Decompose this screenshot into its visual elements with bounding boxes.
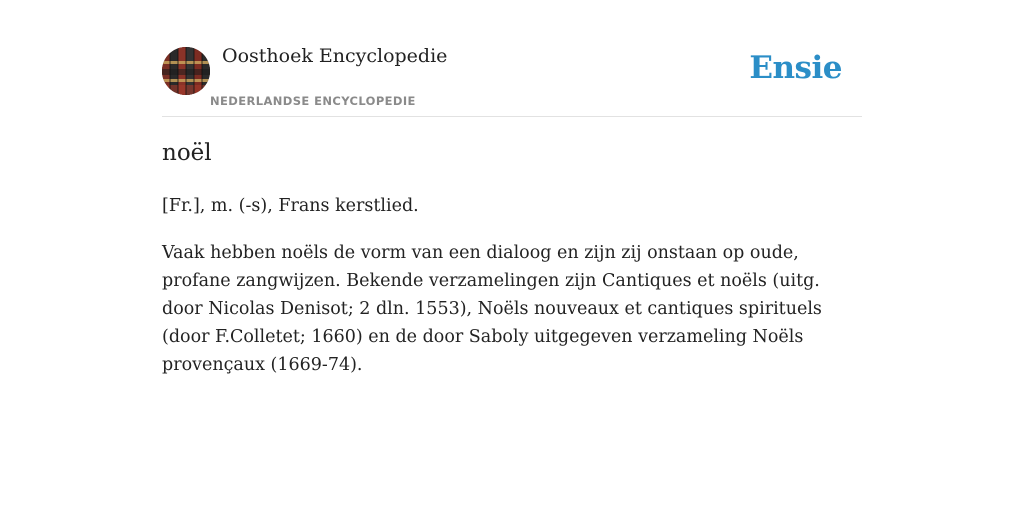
page-container (162, 0, 862, 375)
site-header (162, 0, 862, 117)
site-title-link[interactable]: Oosthoek Encyclopedie (222, 45, 448, 67)
ensie-logo-link[interactable]: Ensie (749, 50, 842, 86)
article-title: noël (162, 140, 212, 166)
article-paragraph-definition: [Fr.], m. (-s), Frans kerstlied. (162, 196, 419, 216)
article-paragraph-body: Vaak hebben noëls de vorm van een dialoog en zijn zij onstaan op oude, profane zangwijzen. Bekende verzamelingen zijn Cantiques et noëls (uitg. door Nicolas Denisot; 2 dln. 1553), Noëls nouveaux et cantiques spirituels (door F.Colletet; 1660) en de door Saboly uitgegeven verzameling Noëls provençaux (1669-74). (162, 243, 822, 375)
encyclopedia-avatar[interactable] (162, 47, 210, 95)
book-spines-icon (162, 47, 210, 95)
site-subtitle: NEDERLANDSE ENCYCLOPEDIE (210, 94, 416, 108)
